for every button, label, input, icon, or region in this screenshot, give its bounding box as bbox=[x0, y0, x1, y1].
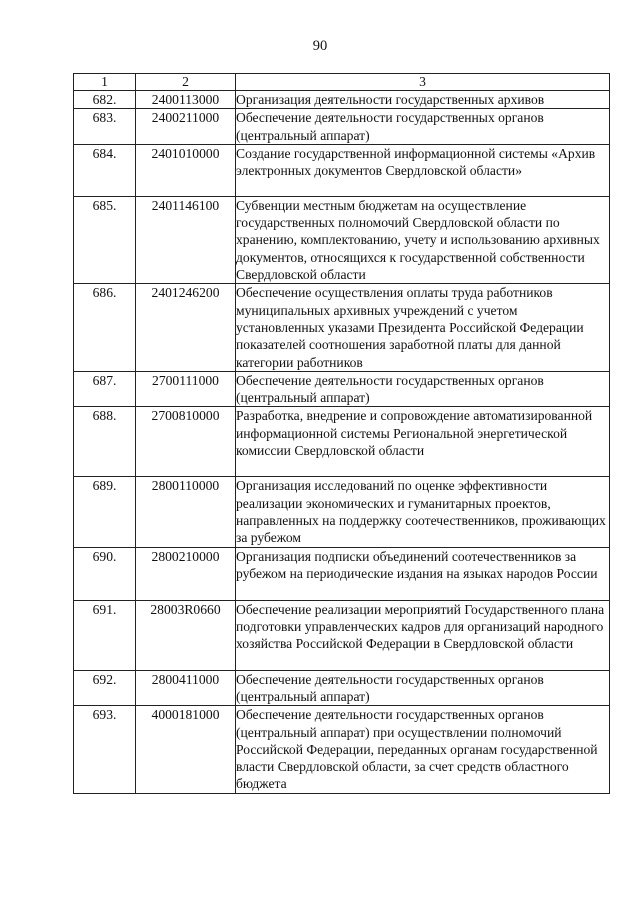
row-number-cell: 693. bbox=[74, 706, 136, 793]
row-number-cell: 691. bbox=[74, 600, 136, 670]
description-cell: Обеспечение осуществления оплаты труда работников муниципальных архивных учреждений с учетом установленных указами Президента Российской Федерации показателей соотношения заработной платы для данной категории работников bbox=[236, 284, 610, 371]
row-number-cell: 684. bbox=[74, 144, 136, 196]
table-row bbox=[74, 196, 610, 283]
table-header-row bbox=[74, 74, 610, 91]
code-cell: 2400211000 bbox=[136, 109, 236, 145]
page-number: 90 bbox=[312, 38, 328, 54]
table-row bbox=[74, 477, 610, 547]
table-row bbox=[74, 109, 610, 145]
column-header-1: 1 bbox=[74, 74, 136, 91]
table-row bbox=[74, 670, 610, 706]
row-number-cell: 682. bbox=[74, 91, 136, 109]
code-cell: 2400113000 bbox=[136, 91, 236, 109]
table-row bbox=[74, 407, 610, 477]
table-row bbox=[74, 600, 610, 670]
row-number-cell: 692. bbox=[74, 670, 136, 706]
code-cell: 4000181000 bbox=[136, 706, 236, 793]
description-cell: Создание государственной информационной системы «Архив электронных документов Свердловской области» bbox=[236, 144, 610, 196]
column-header-2: 2 bbox=[136, 74, 236, 91]
table-row bbox=[74, 284, 610, 371]
code-cell: 2401010000 bbox=[136, 144, 236, 196]
column-header-3: 3 bbox=[236, 74, 610, 91]
description-cell: Организация исследований по оценке эффективности реализации экономических и гуманитарных проектов, направленных на поддержку соотечественников, проживающих за рубежом bbox=[236, 477, 610, 547]
code-cell: 2700810000 bbox=[136, 407, 236, 477]
description-cell: Организация деятельности государственных архивов bbox=[236, 91, 610, 109]
code-cell: 2800210000 bbox=[136, 547, 236, 600]
description-cell: Обеспечение деятельности государственных органов (центральный аппарат) bbox=[236, 109, 610, 145]
table-row bbox=[74, 547, 610, 600]
code-cell: 2700111000 bbox=[136, 371, 236, 407]
description-cell: Разработка, внедрение и сопровождение автоматизированной информационной системы Региональной энергетической комиссии Свердловской области bbox=[236, 407, 610, 477]
description-cell: Обеспечение деятельности государственных органов (центральный аппарат) bbox=[236, 670, 610, 706]
row-number-cell: 687. bbox=[74, 371, 136, 407]
description-cell: Обеспечение реализации мероприятий Государственного плана подготовки управленческих кадров для организаций народного хозяйства Российской Федерации в Свердловской области bbox=[236, 600, 610, 670]
table-row bbox=[74, 144, 610, 196]
row-number-cell: 686. bbox=[74, 284, 136, 371]
code-cell: 2800411000 bbox=[136, 670, 236, 706]
row-number-cell: 690. bbox=[74, 547, 136, 600]
row-number-cell: 685. bbox=[74, 196, 136, 283]
code-cell: 28003R0660 bbox=[136, 600, 236, 670]
table-row bbox=[74, 371, 610, 407]
row-number-cell: 683. bbox=[74, 109, 136, 145]
description-cell: Обеспечение деятельности государственных органов (центральный аппарат) при осуществлении полномочий Российской Федерации, переданных органам государственной власти Свердловской области, за счет средств областного бюджета bbox=[236, 706, 610, 793]
row-number-cell: 689. bbox=[74, 477, 136, 547]
code-cell: 2401246200 bbox=[136, 284, 236, 371]
description-cell: Субвенции местным бюджетам на осуществление государственных полномочий Свердловской области по хранению, комплектованию, учету и использованию архивных документов, относящихся к государственной собственности Свердловской области bbox=[236, 196, 610, 283]
row-number-cell: 688. bbox=[74, 407, 136, 477]
description-cell: Организация подписки объединений соотечественников за рубежом на периодические издания на языках народов России bbox=[236, 547, 610, 600]
code-cell: 2401146100 bbox=[136, 196, 236, 283]
budget-code-table bbox=[73, 73, 610, 794]
code-cell: 2800110000 bbox=[136, 477, 236, 547]
table-row bbox=[74, 706, 610, 793]
table-row bbox=[74, 91, 610, 109]
description-cell: Обеспечение деятельности государственных органов (центральный аппарат) bbox=[236, 371, 610, 407]
